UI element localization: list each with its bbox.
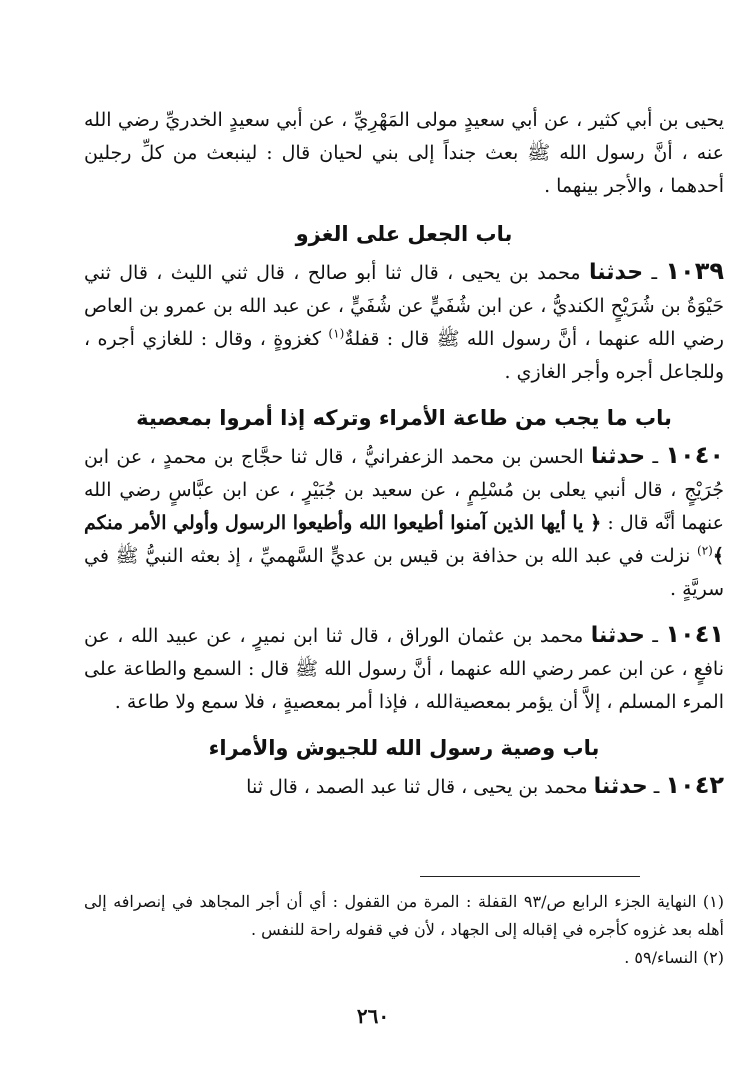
footnote-1: (١) النهاية الجزء الرابع ص/٩٣ القفلة : المرة من القفول : أي أن أجر المجاهد في إنصرافه إلى أهله بعد غزوه كأجره في إقباله إلى الجهاد ، لأن في قفوله راحة للنفس . [84,892,725,939]
chapter-heading-3: باب وصية رسول الله للجيوش والأمراء [208,736,600,760]
hadith-number: ١٠٣٩ [665,257,724,285]
hadith-number: ١٠٤١ [665,620,724,648]
hadith-text: الحسن بن محمد الزعفرانيُّ ، قال ثنا حجَّاج بن محمدٍ ، عن ابن جُرَيْجٍ ، قال أنبي يعلى بن مُسْلِمٍ ، عن سعيد بن جُبَيْرٍ ، عن ابن عبَّاسٍ رضي الله عنهما أنَّه قال : [84,446,725,534]
hadith-1042 [84,769,724,804]
hadith-text-after: كغزوةٍ ، وقال : للغازي أجره ، وللجاعل أجره وأجر الغازي . [84,328,724,383]
hadith-text: محمد بن يحيى ، قال ثنا أبو صالح ، قال ثني الليث ، قال ثني حَيْوَةُ بن شُرَيْحٍ الكنديُّ ، عن ابن شُفَيٍّ عن شُفَيٍّ ، عن عبد الله بن عمرو بن العاص رضي الله عنهما ، أنَّ رسول الله ﷺ قال : قفلةٌ [84,262,724,350]
page-body [84,104,724,816]
hadith-dash: ـ [645,446,666,468]
footnote-divider [420,876,640,877]
hadith-1039 [84,255,724,389]
hadith-text: محمد بن عثمان الوراق ، قال ثنا ابن نميرٍ ، عن عبيد الله ، عن نافعٍ ، عن ابن عمر رضي الله عنهما ، أنَّ رسول الله ﷺ قال : السمع والطاعة على المرء المسلم ، إلاَّ أن يؤمر بمعصيةالله ، فإذا أمر بمعصيةٍ ، فلا سمع ولا طاعة . [84,625,724,713]
hadith-dash: ـ [647,776,666,798]
hadith-number: ١٠٤٠ [665,441,724,469]
hadith-1041 [84,618,724,719]
haddathana-word: حدثنا [590,623,645,648]
hadith-text-after: نزلت في عبد الله بن حذافة بن قيس بن عديٍّ السَّهميِّ ، إذ بعثه النبيُّ ﷺ في سريَّةٍ . [84,545,724,600]
footnote-2: (٢) النساء/٥٩ . [624,948,724,967]
quran-verse: ﴿ يا أيها الذين آمنوا أطيعوا الله وأطيعوا الرسول وأولي الأمر منكم ﴾ [84,512,724,567]
footnotes [84,888,724,972]
footnote-ref-2: (٢) [697,543,713,558]
page-number: ٢٦٠ [356,1004,390,1028]
footnote-ref-1: (١) [328,326,345,341]
haddathana-word: حدثنا [591,444,646,469]
hadith-dash: ـ [644,625,666,647]
chapter-heading-2: باب ما يجب من طاعة الأمراء وتركه إذا أمروا بمعصية [136,406,672,430]
haddathana-word: حدثنا [589,260,644,285]
continuation-paragraph: يحيى بن أبي كثير ، عن أبي سعيدٍ مولى المَهْرِيِّ ، عن أبي سعيدٍ الخدريِّ رضي الله عنه ، أنَّ رسول الله ﷺ بعث جنداً إلى بني لحيان قال : لينبعث من كلِّ رجلين أحدهما ، والأجر بينهما . [84,109,724,197]
chapter-heading-1: باب الجعل على الغزو [295,222,513,246]
haddathana-word: حدثنا [593,774,648,799]
hadith-text: محمد بن يحيى ، قال ثنا عبد الصمد ، قال ثنا [246,776,594,798]
hadith-1040 [84,439,724,606]
hadith-dash: ـ [643,262,666,284]
hadith-number: ١٠٤٢ [665,771,724,799]
